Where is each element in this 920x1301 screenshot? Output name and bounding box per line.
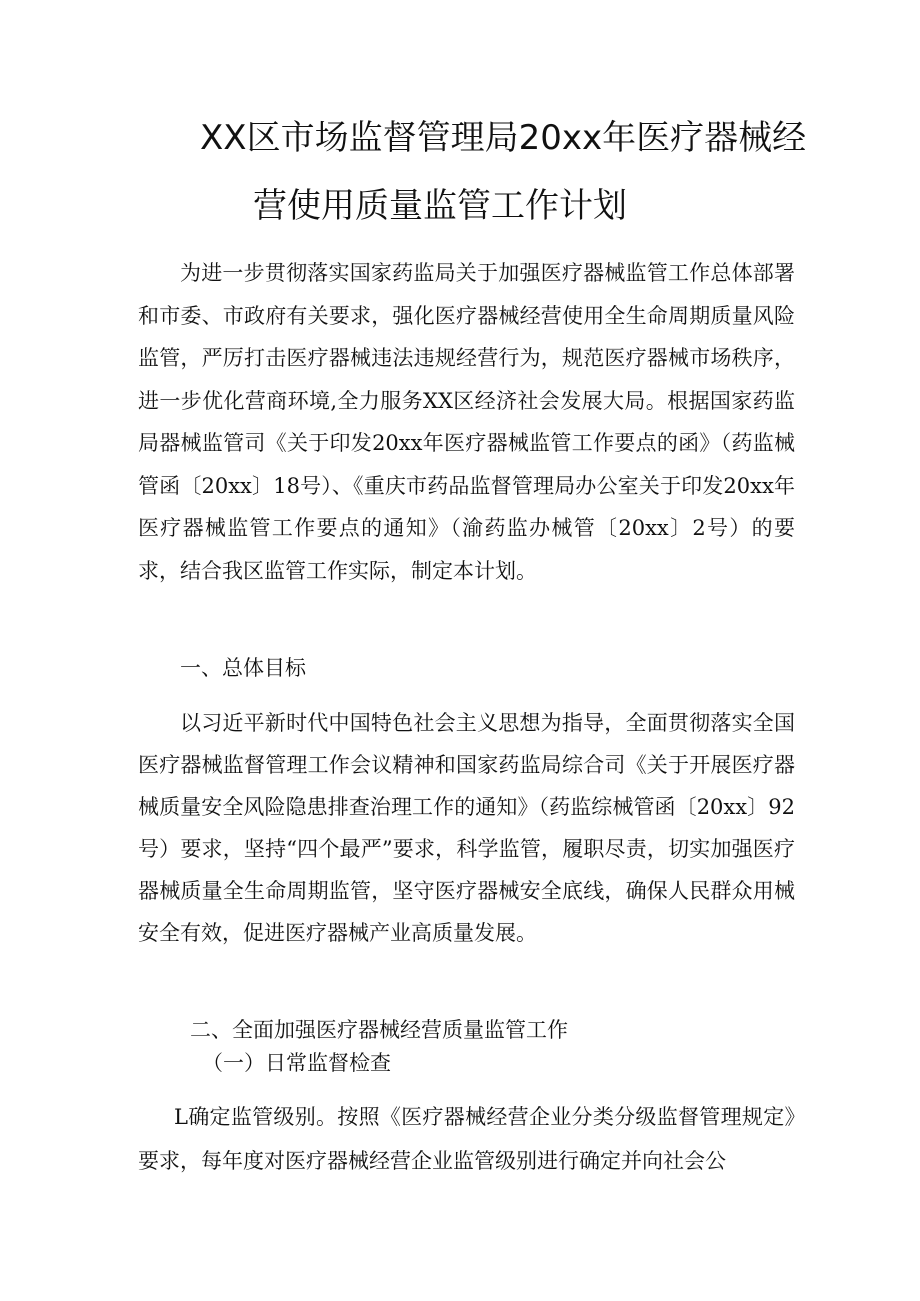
supervision-level-paragraph: L确定监管级别。按照《医疗器械经营企业分类分级监督管理规定》要求，每年度对医疗器械经营企业监管级别进行确定并向社会公 — [138, 1105, 795, 1173]
overall-goal-paragraph: 以习近平新时代中国特色社会主义思想为指导，全面贯彻落实全国医疗器械监督管理工作会议精神和国家药监局综合司《关于开展医疗器械质量安全风险隐患排查治理工作的通知》（药监综械管函〔20xx〕92号）要求，坚持“四个最严”要求，科学监管，履职尽责，切实加强医疗器械质量全生命周期监管，坚守医疗器械安全底线，确保人民群众用械安全有效，促进医疗器械产业高质量发展。 — [138, 711, 795, 945]
intro-paragraph: 为进一步贯彻落实国家药监局关于加强医疗器械监管工作总体部署和市委、市政府有关要求，强化医疗器械经营使用全生命周期质量风险监管，严厉打击医疗器械违法违规经营行为，规范医疗器械市场秩序，进一步优化营商环境,全力服务XX区经济社会发展大局。根据国家药监局器械监管司《关于印发20xx年医疗器械监管工作要点的函》（药监械管函〔20xx〕18号）、《重庆市药品监督管理局办公室关于印发20xx年医疗器械监管工作要点的通知》（渝药监办械管〔20xx〕2号）的要求，结合我区监管工作实际，制定本计划。 — [138, 261, 795, 583]
document-title-line-1: XX区市场监督管理局20xx年医疗器械经 — [200, 118, 807, 158]
document-title-line-2: 营使用质量监管工作计划 — [253, 186, 627, 226]
section-heading-quality-supervision: 二、全面加强医疗器械经营质量监管工作 — [190, 1018, 568, 1042]
section-heading-overall-goal: 一、总体目标 — [180, 656, 306, 680]
subsection-heading-daily-inspection: （一）日常监督检查 — [202, 1051, 391, 1075]
